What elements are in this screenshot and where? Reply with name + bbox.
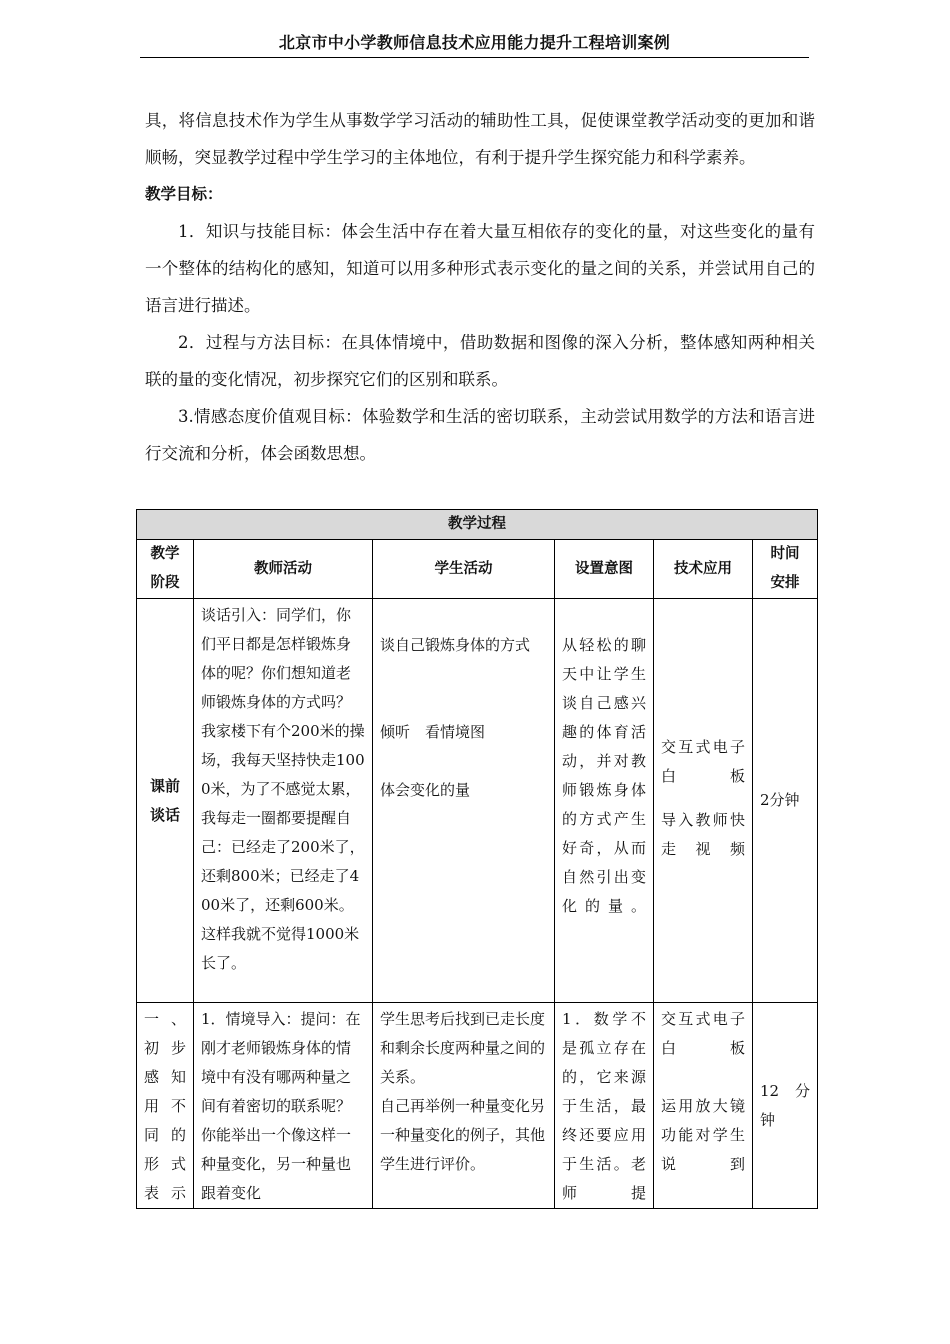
table-row [137, 1003, 818, 1209]
header-student-activity: 学生活动 [373, 540, 555, 599]
header-stage: 教学 阶段 [137, 540, 194, 599]
time-cell: 2分钟 [753, 599, 818, 1003]
header-time: 时间 安排 [753, 540, 818, 599]
goal-1: 1．知识与技能目标：体会生活中存在着大量互相依存的变化的量，对这些变化的量有一个整体的结构化的感知，知道可以用多种形式表示变化的量之间的关系，并尝试用自己的语言进行描述。 [145, 222, 815, 315]
stage-cell: 一、初步感知用不同的形式表示 [137, 1003, 194, 1209]
body-text [145, 102, 815, 472]
header-tech: 技术应用 [654, 540, 753, 599]
time-cell: 12 分钟 [753, 1003, 818, 1209]
goal-3: 3.情感态度价值观目标：体验数学和生活的密切联系，主动尝试用数学的方法和语言进行交流和分析，体会函数思想。 [145, 407, 815, 463]
table-row [137, 599, 818, 1003]
teacher-activity-cell: 谈话引入：同学们，你们平日都是怎样锻炼身体的呢？你们想知道老师锻炼身体的方式吗？我家楼下有个200米的操场，我每天坚持快走1000米，为了不感觉太累，我每走一圈都要提醒自己：已经走了200米了，还剩800米；已经走了400米了，还剩600米。这样我就不觉得1000米长了。 [194, 599, 373, 1003]
header-intent: 设置意图 [555, 540, 654, 599]
teaching-process-table [136, 509, 818, 1209]
tech-cell: 交互式电子白板 导入教师快走视频 [654, 599, 753, 1003]
teacher-activity-cell: 1．情境导入：提问：在刚才老师锻炼身体的情境中有没有哪两种量之间有着密切的联系呢？你能举出一个像这样一种量变化，另一种量也跟着变化 [194, 1003, 373, 1209]
table-title: 教学过程 [137, 510, 818, 540]
student-activity-cell: 学生思考后找到已走长度和剩余长度两种量之间的关系。 自己再举例一种量变化另一种量变化的例子，其他学生进行评价。 [373, 1003, 555, 1209]
header-teacher-activity: 教师活动 [194, 540, 373, 599]
goals-heading: 教学目标： [145, 185, 223, 203]
intent-cell: 1．数学不是孤立存在的，它来源于生活，最终还要应用于生活。老师提 [555, 1003, 654, 1209]
intro-paragraph: 具，将信息技术作为学生从事数学学习活动的辅助性工具，促使课堂教学活动变的更加和谐顺畅，突显教学过程中学生学习的主体地位，有利于提升学生探究能力和科学素养。 [145, 111, 815, 167]
goal-2: 2．过程与方法目标：在具体情境中，借助数据和图像的深入分析，整体感知两种相关联的量的变化情况，初步探究它们的区别和联系。 [145, 333, 815, 389]
stage-cell: 课前 谈话 [137, 599, 194, 1003]
page-header: 北京市中小学教师信息技术应用能力提升工程培训案例 [140, 30, 809, 58]
student-activity-cell: 谈自己锻炼身体的方式 倾听 看情境图 体会变化的量 [373, 599, 555, 1003]
tech-cell: 交互式电子白板 运用放大镜功能对学生说到 [654, 1003, 753, 1209]
intent-cell: 从轻松的聊天中让学生谈自己感兴趣的体育活动，并对教师锻炼身体的方式产生好奇，从而自然引出变化的量。 [555, 599, 654, 1003]
